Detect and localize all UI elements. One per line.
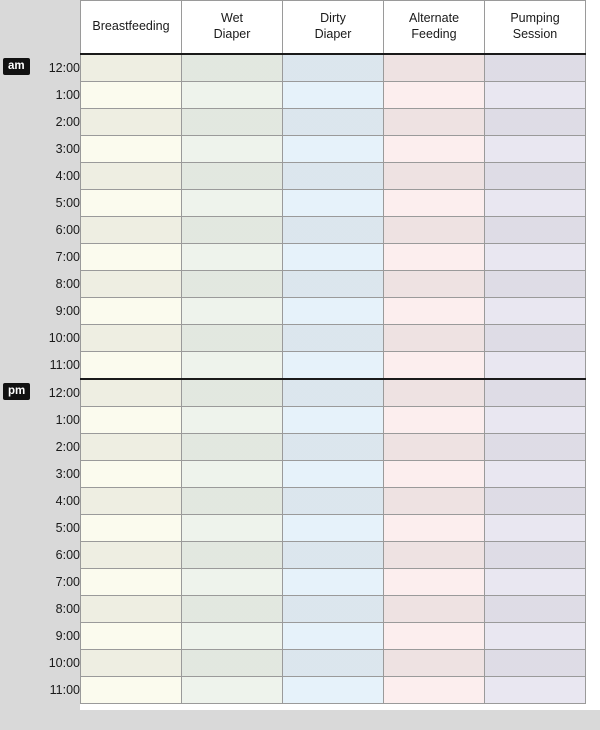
entry-cell-breastfeeding[interactable] xyxy=(81,379,182,407)
entry-cell-pumping-session[interactable] xyxy=(485,650,586,677)
entry-cell-alternate-feeding[interactable] xyxy=(384,325,485,352)
time-label-cell xyxy=(0,515,81,542)
entry-cell-alternate-feeding[interactable] xyxy=(384,677,485,704)
time-label: 9:00 xyxy=(55,304,80,318)
entry-cell-alternate-feeding[interactable] xyxy=(384,515,485,542)
entry-cell-dirty-diaper[interactable] xyxy=(283,54,384,82)
entry-cell-alternate-feeding[interactable] xyxy=(384,109,485,136)
entry-cell-alternate-feeding[interactable] xyxy=(384,379,485,407)
entry-cell-dirty-diaper[interactable] xyxy=(283,163,384,190)
entry-cell-pumping-session[interactable] xyxy=(485,434,586,461)
entry-cell-dirty-diaper[interactable] xyxy=(283,650,384,677)
entry-cell-alternate-feeding[interactable] xyxy=(384,488,485,515)
entry-cell-pumping-session[interactable] xyxy=(485,379,586,407)
entry-cell-wet-diaper[interactable] xyxy=(182,163,283,190)
tracker-row xyxy=(0,190,586,217)
tracker-row xyxy=(0,109,586,136)
entry-cell-wet-diaper[interactable] xyxy=(182,623,283,650)
entry-cell-wet-diaper[interactable] xyxy=(182,190,283,217)
entry-cell-pumping-session[interactable] xyxy=(485,325,586,352)
time-label: 11:00 xyxy=(49,683,80,697)
time-label-cell xyxy=(0,325,81,352)
time-label: 7:00 xyxy=(55,250,80,264)
entry-cell-wet-diaper[interactable] xyxy=(182,407,283,434)
entry-cell-breastfeeding[interactable] xyxy=(81,650,182,677)
time-label: 2:00 xyxy=(55,440,80,454)
entry-cell-dirty-diaper[interactable] xyxy=(283,542,384,569)
entry-cell-alternate-feeding[interactable] xyxy=(384,217,485,244)
entry-cell-pumping-session[interactable] xyxy=(485,352,586,380)
tracker-row xyxy=(0,217,586,244)
time-label: 10:00 xyxy=(48,331,80,345)
tracker-row xyxy=(0,515,586,542)
header-row xyxy=(0,1,586,55)
entry-cell-pumping-session[interactable] xyxy=(485,488,586,515)
entry-cell-breastfeeding[interactable] xyxy=(81,515,182,542)
time-label: 6:00 xyxy=(55,223,80,237)
time-label-cell xyxy=(0,217,81,244)
tracker-row xyxy=(0,298,586,325)
tracker-row xyxy=(0,136,586,163)
time-label-cell xyxy=(0,163,81,190)
time-label: 3:00 xyxy=(55,467,80,481)
entry-cell-alternate-feeding[interactable] xyxy=(384,569,485,596)
time-label-cell xyxy=(0,542,81,569)
entry-cell-dirty-diaper[interactable] xyxy=(283,461,384,488)
entry-cell-pumping-session[interactable] xyxy=(485,542,586,569)
entry-cell-wet-diaper[interactable] xyxy=(182,569,283,596)
entry-cell-pumping-session[interactable] xyxy=(485,109,586,136)
entry-cell-wet-diaper[interactable] xyxy=(182,217,283,244)
entry-cell-breastfeeding[interactable] xyxy=(81,136,182,163)
time-label-cell xyxy=(0,109,81,136)
time-label-cell xyxy=(0,352,81,380)
entry-cell-alternate-feeding[interactable] xyxy=(384,434,485,461)
time-label-cell xyxy=(0,244,81,271)
entry-cell-pumping-session[interactable] xyxy=(485,461,586,488)
entry-cell-breastfeeding[interactable] xyxy=(81,542,182,569)
tracker-row xyxy=(0,677,586,704)
entry-cell-alternate-feeding[interactable] xyxy=(384,596,485,623)
entry-cell-alternate-feeding[interactable] xyxy=(384,298,485,325)
entry-cell-alternate-feeding[interactable] xyxy=(384,163,485,190)
entry-cell-dirty-diaper[interactable] xyxy=(283,569,384,596)
column-header-line1: Breastfeeding xyxy=(92,19,170,34)
entry-cell-breastfeeding[interactable] xyxy=(81,623,182,650)
time-label-cell xyxy=(0,379,81,407)
entry-cell-wet-diaper[interactable] xyxy=(182,488,283,515)
entry-cell-breastfeeding[interactable] xyxy=(81,54,182,82)
entry-cell-pumping-session[interactable] xyxy=(485,569,586,596)
entry-cell-wet-diaper[interactable] xyxy=(182,298,283,325)
entry-cell-pumping-session[interactable] xyxy=(485,54,586,82)
time-label: 3:00 xyxy=(55,142,80,156)
entry-cell-wet-diaper[interactable] xyxy=(182,379,283,407)
entry-cell-wet-diaper[interactable] xyxy=(182,677,283,704)
time-label: 4:00 xyxy=(55,494,80,508)
entry-cell-wet-diaper[interactable] xyxy=(182,82,283,109)
time-label: 5:00 xyxy=(55,521,80,535)
entry-cell-wet-diaper[interactable] xyxy=(182,542,283,569)
entry-cell-dirty-diaper[interactable] xyxy=(283,407,384,434)
time-label-cell xyxy=(0,488,81,515)
time-label: 5:00 xyxy=(55,196,80,210)
time-label: 9:00 xyxy=(55,629,80,643)
column-header-line2: Diaper xyxy=(314,27,352,41)
tracker-row xyxy=(0,163,586,190)
entry-cell-alternate-feeding[interactable] xyxy=(384,352,485,380)
entry-cell-breastfeeding[interactable] xyxy=(81,461,182,488)
column-header-line1: Wet xyxy=(221,11,243,26)
entry-cell-wet-diaper[interactable] xyxy=(182,54,283,82)
entry-cell-breastfeeding[interactable] xyxy=(81,82,182,109)
entry-cell-dirty-diaper[interactable] xyxy=(283,434,384,461)
entry-cell-dirty-diaper[interactable] xyxy=(283,325,384,352)
time-label: 1:00 xyxy=(55,413,80,427)
entry-cell-dirty-diaper[interactable] xyxy=(283,379,384,407)
column-header-alternate-feeding xyxy=(384,1,485,55)
entry-cell-pumping-session[interactable] xyxy=(485,163,586,190)
entry-cell-wet-diaper[interactable] xyxy=(182,325,283,352)
time-label-cell xyxy=(0,596,81,623)
entry-cell-breastfeeding[interactable] xyxy=(81,298,182,325)
entry-cell-dirty-diaper[interactable] xyxy=(283,488,384,515)
entry-cell-alternate-feeding[interactable] xyxy=(384,136,485,163)
time-label: 8:00 xyxy=(55,277,80,291)
entry-cell-pumping-session[interactable] xyxy=(485,677,586,704)
time-label: 4:00 xyxy=(55,169,80,183)
entry-cell-alternate-feeding[interactable] xyxy=(384,244,485,271)
entry-cell-dirty-diaper[interactable] xyxy=(283,596,384,623)
entry-cell-pumping-session[interactable] xyxy=(485,271,586,298)
time-label: 1:00 xyxy=(55,88,80,102)
entry-cell-pumping-session[interactable] xyxy=(485,190,586,217)
time-label-cell xyxy=(0,298,81,325)
entry-cell-breastfeeding[interactable] xyxy=(81,407,182,434)
entry-cell-alternate-feeding[interactable] xyxy=(384,650,485,677)
entry-cell-breastfeeding[interactable] xyxy=(81,271,182,298)
entry-cell-alternate-feeding[interactable] xyxy=(384,461,485,488)
time-label: 10:00 xyxy=(48,656,80,670)
column-header-line2: Diaper xyxy=(213,27,251,41)
entry-cell-pumping-session[interactable] xyxy=(485,407,586,434)
tracker-row xyxy=(0,542,586,569)
time-label: 11:00 xyxy=(49,358,80,373)
entry-cell-wet-diaper[interactable] xyxy=(182,596,283,623)
entry-cell-wet-diaper[interactable] xyxy=(182,434,283,461)
time-label: 12:00 xyxy=(48,385,80,400)
table-header xyxy=(0,1,586,55)
tracker-row xyxy=(0,650,586,677)
header-corner-blank xyxy=(0,1,81,55)
entry-cell-pumping-session[interactable] xyxy=(485,298,586,325)
time-label-cell xyxy=(0,271,81,298)
entry-cell-dirty-diaper[interactable] xyxy=(283,623,384,650)
entry-cell-breastfeeding[interactable] xyxy=(81,488,182,515)
column-header-line2: Session xyxy=(512,27,558,41)
time-label-cell xyxy=(0,190,81,217)
entry-cell-alternate-feeding[interactable] xyxy=(384,54,485,82)
entry-cell-pumping-session[interactable] xyxy=(485,623,586,650)
entry-cell-breastfeeding[interactable] xyxy=(81,244,182,271)
entry-cell-alternate-feeding[interactable] xyxy=(384,623,485,650)
time-label-cell xyxy=(0,82,81,109)
entry-cell-wet-diaper[interactable] xyxy=(182,461,283,488)
tracker-row xyxy=(0,379,586,407)
period-badge-pm: pm xyxy=(3,383,30,400)
time-label: 8:00 xyxy=(55,602,80,616)
entry-cell-dirty-diaper[interactable] xyxy=(283,515,384,542)
time-label: 7:00 xyxy=(55,575,80,589)
entry-cell-wet-diaper[interactable] xyxy=(182,109,283,136)
entry-cell-pumping-session[interactable] xyxy=(485,596,586,623)
time-label-cell xyxy=(0,407,81,434)
entry-cell-wet-diaper[interactable] xyxy=(182,515,283,542)
entry-cell-wet-diaper[interactable] xyxy=(182,352,283,380)
tracker-row xyxy=(0,325,586,352)
time-label: 6:00 xyxy=(55,548,80,562)
entry-cell-pumping-session[interactable] xyxy=(485,136,586,163)
time-label-cell xyxy=(0,461,81,488)
column-header-line1: Alternate xyxy=(408,11,460,26)
tracker-row xyxy=(0,407,586,434)
tracker-row xyxy=(0,488,586,515)
entry-cell-breastfeeding[interactable] xyxy=(81,109,182,136)
column-header-wet-diaper xyxy=(182,1,283,55)
entry-cell-breastfeeding[interactable] xyxy=(81,596,182,623)
entry-cell-wet-diaper[interactable] xyxy=(182,136,283,163)
period-badge-am: am xyxy=(3,58,30,75)
entry-cell-dirty-diaper[interactable] xyxy=(283,271,384,298)
tracker-row xyxy=(0,244,586,271)
time-label-cell xyxy=(0,650,81,677)
entry-cell-pumping-session[interactable] xyxy=(485,82,586,109)
entry-cell-breastfeeding[interactable] xyxy=(81,434,182,461)
entry-cell-wet-diaper[interactable] xyxy=(182,650,283,677)
entry-cell-alternate-feeding[interactable] xyxy=(384,82,485,109)
tracker-row xyxy=(0,434,586,461)
entry-cell-wet-diaper[interactable] xyxy=(182,271,283,298)
tracker-row xyxy=(0,461,586,488)
column-header-line2: Feeding xyxy=(411,27,457,41)
time-label-cell xyxy=(0,54,81,82)
entry-cell-dirty-diaper[interactable] xyxy=(283,244,384,271)
entry-cell-dirty-diaper[interactable] xyxy=(283,352,384,380)
tracker-row xyxy=(0,54,586,82)
time-label-cell xyxy=(0,677,81,704)
entry-cell-alternate-feeding[interactable] xyxy=(384,271,485,298)
entry-cell-dirty-diaper[interactable] xyxy=(283,109,384,136)
entry-cell-dirty-diaper[interactable] xyxy=(283,136,384,163)
entry-cell-pumping-session[interactable] xyxy=(485,244,586,271)
column-header-breastfeeding xyxy=(81,1,182,55)
entry-cell-breastfeeding[interactable] xyxy=(81,163,182,190)
time-label: 12:00 xyxy=(48,60,80,75)
entry-cell-pumping-session[interactable] xyxy=(485,515,586,542)
entry-cell-breastfeeding[interactable] xyxy=(81,569,182,596)
bottom-strip xyxy=(0,710,600,730)
entry-cell-dirty-diaper[interactable] xyxy=(283,190,384,217)
tracker-row xyxy=(0,623,586,650)
tracker-row xyxy=(0,271,586,298)
column-header-line1: Pumping xyxy=(510,11,560,26)
time-label-cell xyxy=(0,434,81,461)
entry-cell-breastfeeding[interactable] xyxy=(81,325,182,352)
entry-cell-breastfeeding[interactable] xyxy=(81,677,182,704)
tracker-row xyxy=(0,596,586,623)
entry-cell-breastfeeding[interactable] xyxy=(81,352,182,380)
time-label: 2:00 xyxy=(55,115,80,129)
tracker-row xyxy=(0,352,586,380)
table-body xyxy=(0,54,586,704)
time-label-cell xyxy=(0,623,81,650)
time-label-cell xyxy=(0,569,81,596)
entry-cell-dirty-diaper[interactable] xyxy=(283,217,384,244)
entry-cell-dirty-diaper[interactable] xyxy=(283,82,384,109)
entry-cell-alternate-feeding[interactable] xyxy=(384,407,485,434)
entry-cell-breastfeeding[interactable] xyxy=(81,190,182,217)
entry-cell-dirty-diaper[interactable] xyxy=(283,298,384,325)
column-header-line1: Dirty xyxy=(320,11,346,26)
entry-cell-alternate-feeding[interactable] xyxy=(384,542,485,569)
tracker-row xyxy=(0,82,586,109)
entry-cell-pumping-session[interactable] xyxy=(485,217,586,244)
entry-cell-alternate-feeding[interactable] xyxy=(384,190,485,217)
tracker-row xyxy=(0,569,586,596)
entry-cell-dirty-diaper[interactable] xyxy=(283,677,384,704)
column-header-pumping-session xyxy=(485,1,586,55)
column-header-dirty-diaper xyxy=(283,1,384,55)
time-label-cell xyxy=(0,136,81,163)
entry-cell-breastfeeding[interactable] xyxy=(81,217,182,244)
entry-cell-wet-diaper[interactable] xyxy=(182,244,283,271)
